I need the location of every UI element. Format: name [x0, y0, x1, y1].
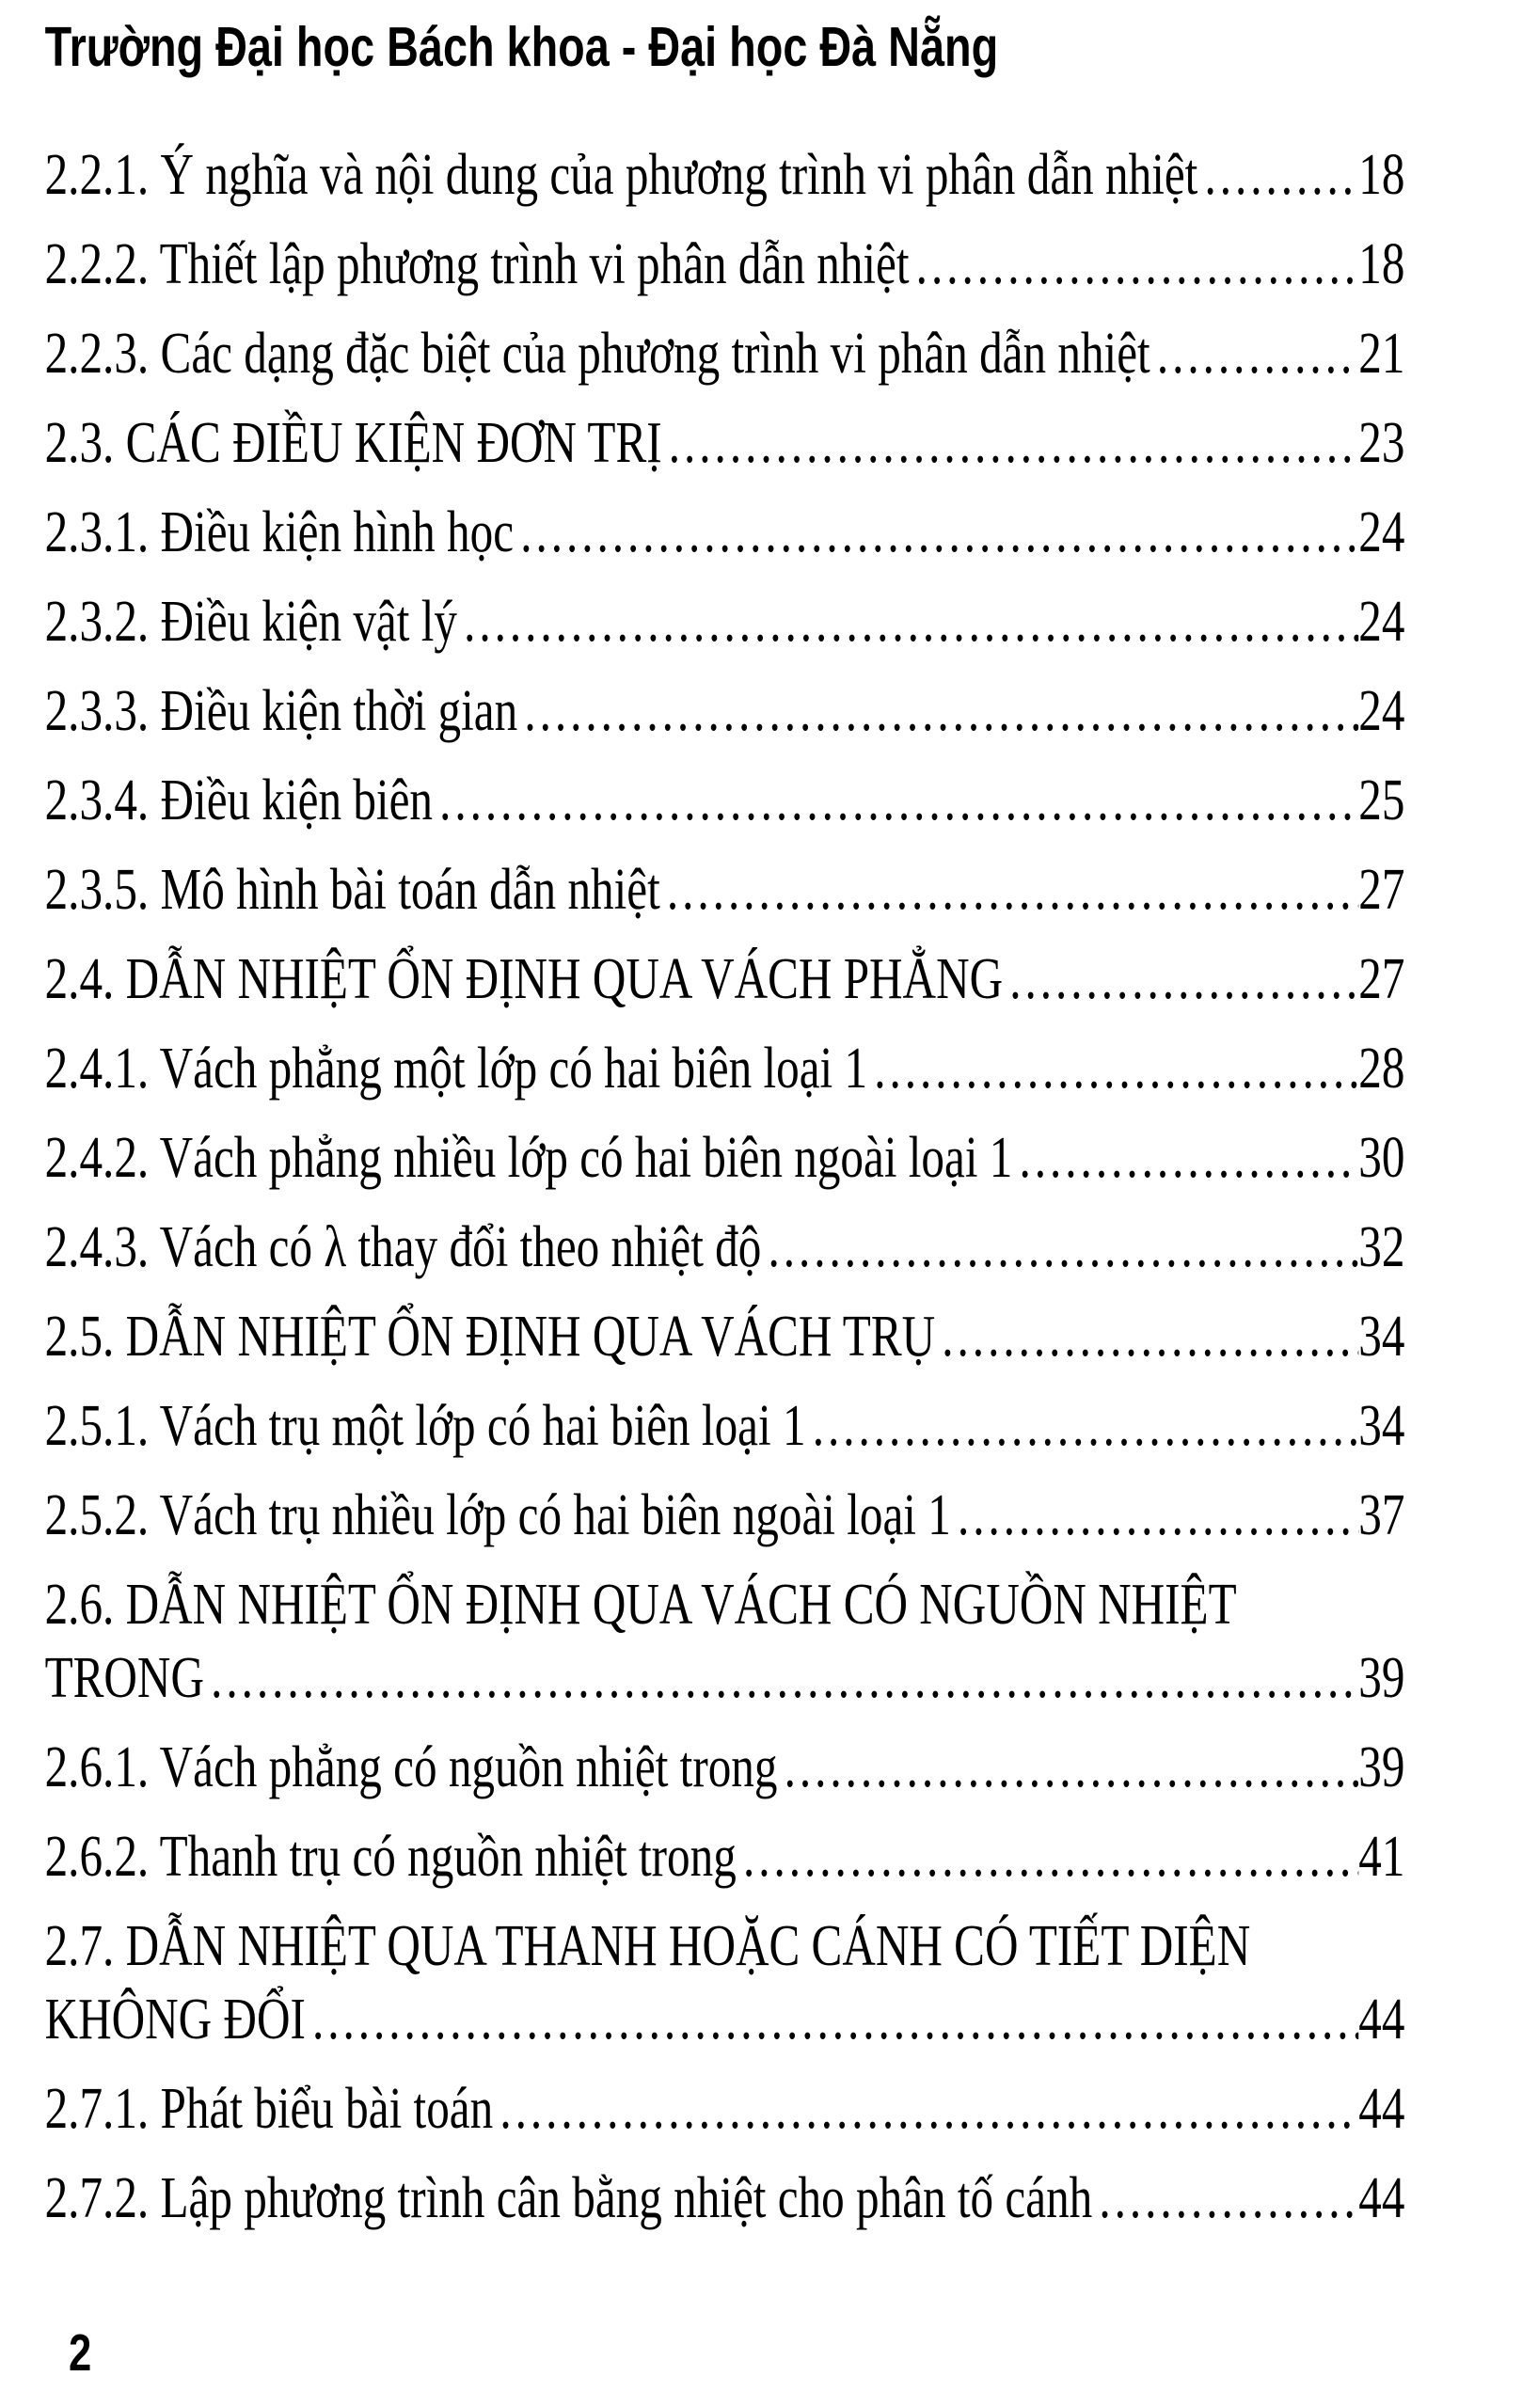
dot-leader [935, 1300, 1358, 1373]
dot-leader [1092, 2162, 1358, 2235]
dot-leader [1012, 1121, 1358, 1195]
page-number: 2 [68, 2323, 92, 2382]
toc-entry [45, 1389, 1405, 1463]
toc-page-number: 27 [1358, 858, 1405, 922]
toc-entry-text: 2.6.1. Vách phẳng có nguồn nhiệt trong [44, 1735, 778, 1799]
dot-leader [806, 1389, 1359, 1463]
toc-entry [45, 1300, 1405, 1373]
toc-page-number: 23 [1358, 411, 1405, 475]
dot-leader [457, 585, 1358, 658]
dot-leader [737, 1820, 1358, 1893]
toc-entry-text: 2.4.2. Vách phẳng nhiều lớp có hai biên ngoài loại 1 [44, 1126, 1013, 1190]
toc-page-number: 39 [1358, 1646, 1405, 1710]
dot-leader [433, 764, 1358, 837]
toc-page-number: 30 [1358, 1126, 1405, 1190]
toc-page-number: 24 [1358, 590, 1405, 654]
toc-entry-text: 2.7. DẪN NHIỆT QUA THANH HOẶC CÁNH CÓ TIẾT DIỆN [44, 1914, 1251, 1978]
dot-leader [662, 406, 1359, 480]
toc-page-number: 24 [1358, 679, 1405, 743]
toc-entry-text: 2.3.2. Điều kiện vật lý [44, 590, 457, 654]
toc-entry-text: 2.3.1. Điều kiện hình học [44, 500, 515, 564]
table-of-contents [45, 138, 1405, 2235]
toc-entry [45, 1121, 1405, 1195]
toc-entry-text: KHÔNG ĐỔI [44, 1988, 306, 2052]
dot-leader [761, 1211, 1358, 1284]
toc-page-number: 41 [1358, 1825, 1405, 1889]
toc-page-number: 34 [1358, 1394, 1405, 1458]
toc-page-number: 18 [1358, 232, 1405, 296]
toc-entry [45, 317, 1405, 390]
toc-entry [45, 228, 1405, 301]
toc-entry [45, 674, 1405, 748]
toc-entry [45, 2162, 1405, 2235]
toc-entry-text: 2.2.1. Ý nghĩa và nội dung của phương trình vi phân dẫn nhiệt [44, 143, 1198, 207]
toc-entry-text: 2.4.1. Vách phẳng một lớp có hai biên loại 1 [44, 1037, 868, 1101]
dot-leader [1197, 138, 1358, 212]
toc-entry-text: 2.3.3. Điều kiện thời gian [44, 679, 518, 743]
toc-page-number: 44 [1358, 2077, 1405, 2141]
toc-entry-text: 2.4. DẪN NHIỆT ỔN ĐỊNH QUA VÁCH PHẲNG [44, 947, 1004, 1011]
toc-entry [45, 1909, 1405, 2056]
toc-entry-text: 2.3. CÁC ĐIỀU KIỆN ĐƠN TRỊ [44, 411, 662, 475]
toc-entry [45, 496, 1405, 569]
dot-leader [493, 2072, 1358, 2146]
page-title: Trường Đại học Bách khoa - Đại học Đà Nẵng [44, 16, 999, 78]
toc-page-number: 39 [1358, 1735, 1405, 1799]
dot-leader [306, 1983, 1358, 2056]
toc-entry [45, 943, 1405, 1016]
toc-entry [45, 406, 1405, 480]
toc-entry-text: 2.7.1. Phát biểu bài toán [44, 2077, 494, 2141]
toc-entry [45, 764, 1405, 837]
toc-entry [45, 853, 1405, 927]
toc-page-number: 44 [1358, 2166, 1405, 2230]
toc-entry [45, 1032, 1405, 1105]
toc-entry [45, 1211, 1405, 1284]
toc-entry-text: 2.5.1. Vách trụ một lớp có hai biên loại 1 [44, 1394, 806, 1458]
toc-entry [45, 1820, 1405, 1893]
toc-page-number: 27 [1358, 947, 1405, 1011]
toc-entry-text: 2.6. DẪN NHIỆT ỔN ĐỊNH QUA VÁCH CÓ NGUỒN NHIỆT [44, 1573, 1237, 1637]
toc-entry [45, 1568, 1405, 1715]
dot-leader [1003, 943, 1358, 1016]
toc-entry-text: 2.4.3. Vách có λ thay đổi theo nhiệt độ [44, 1215, 762, 1279]
toc-entry [45, 1731, 1405, 1804]
toc-page-number: 24 [1358, 500, 1405, 564]
toc-entry-text: 2.3.4. Điều kiện biên [44, 768, 434, 832]
toc-entry-text: 2.2.3. Các dạng đặc biệt của phương trình vi phân dẫn nhiệt [44, 322, 1150, 386]
toc-page-number: 28 [1358, 1037, 1405, 1101]
toc-page-number: 21 [1358, 322, 1405, 386]
dot-leader [910, 228, 1359, 301]
toc-entry-text: 2.3.5. Mô hình bài toán dẫn nhiệt [44, 858, 660, 922]
toc-entry-text: 2.6.2. Thanh trụ có nguồn nhiệt trong [44, 1825, 737, 1889]
toc-entry [45, 1479, 1405, 1552]
dot-leader [514, 496, 1358, 569]
toc-page-number: 37 [1358, 1483, 1405, 1547]
toc-entry-text: 2.5. DẪN NHIỆT ỔN ĐỊNH QUA VÁCH TRỤ [44, 1305, 936, 1369]
toc-entry-text: 2.5.2. Vách trụ nhiều lớp có hai biên ngoài loại 1 [44, 1483, 951, 1547]
dot-leader [951, 1479, 1358, 1552]
toc-page-number: 34 [1358, 1305, 1405, 1369]
toc-page-number: 18 [1358, 143, 1405, 207]
dot-leader [660, 853, 1358, 927]
dot-leader [777, 1731, 1358, 1804]
toc-entry-text: 2.2.2. Thiết lập phương trình vi phân dẫn nhiệt [44, 232, 910, 296]
toc-entry-text: TRONG [44, 1646, 204, 1710]
toc-entry-text: 2.7.2. Lập phương trình cân bằng nhiệt cho phân tố cánh [44, 2166, 1093, 2230]
dot-leader [517, 674, 1358, 748]
toc-page-number: 32 [1358, 1215, 1405, 1279]
toc-page-number: 25 [1358, 768, 1405, 832]
toc-page-number: 44 [1358, 1988, 1405, 2052]
dot-leader [1150, 317, 1359, 390]
dot-leader [867, 1032, 1358, 1105]
toc-entry [45, 2072, 1405, 2146]
toc-entry [45, 585, 1405, 658]
dot-leader [204, 1641, 1358, 1715]
toc-entry [45, 138, 1405, 212]
